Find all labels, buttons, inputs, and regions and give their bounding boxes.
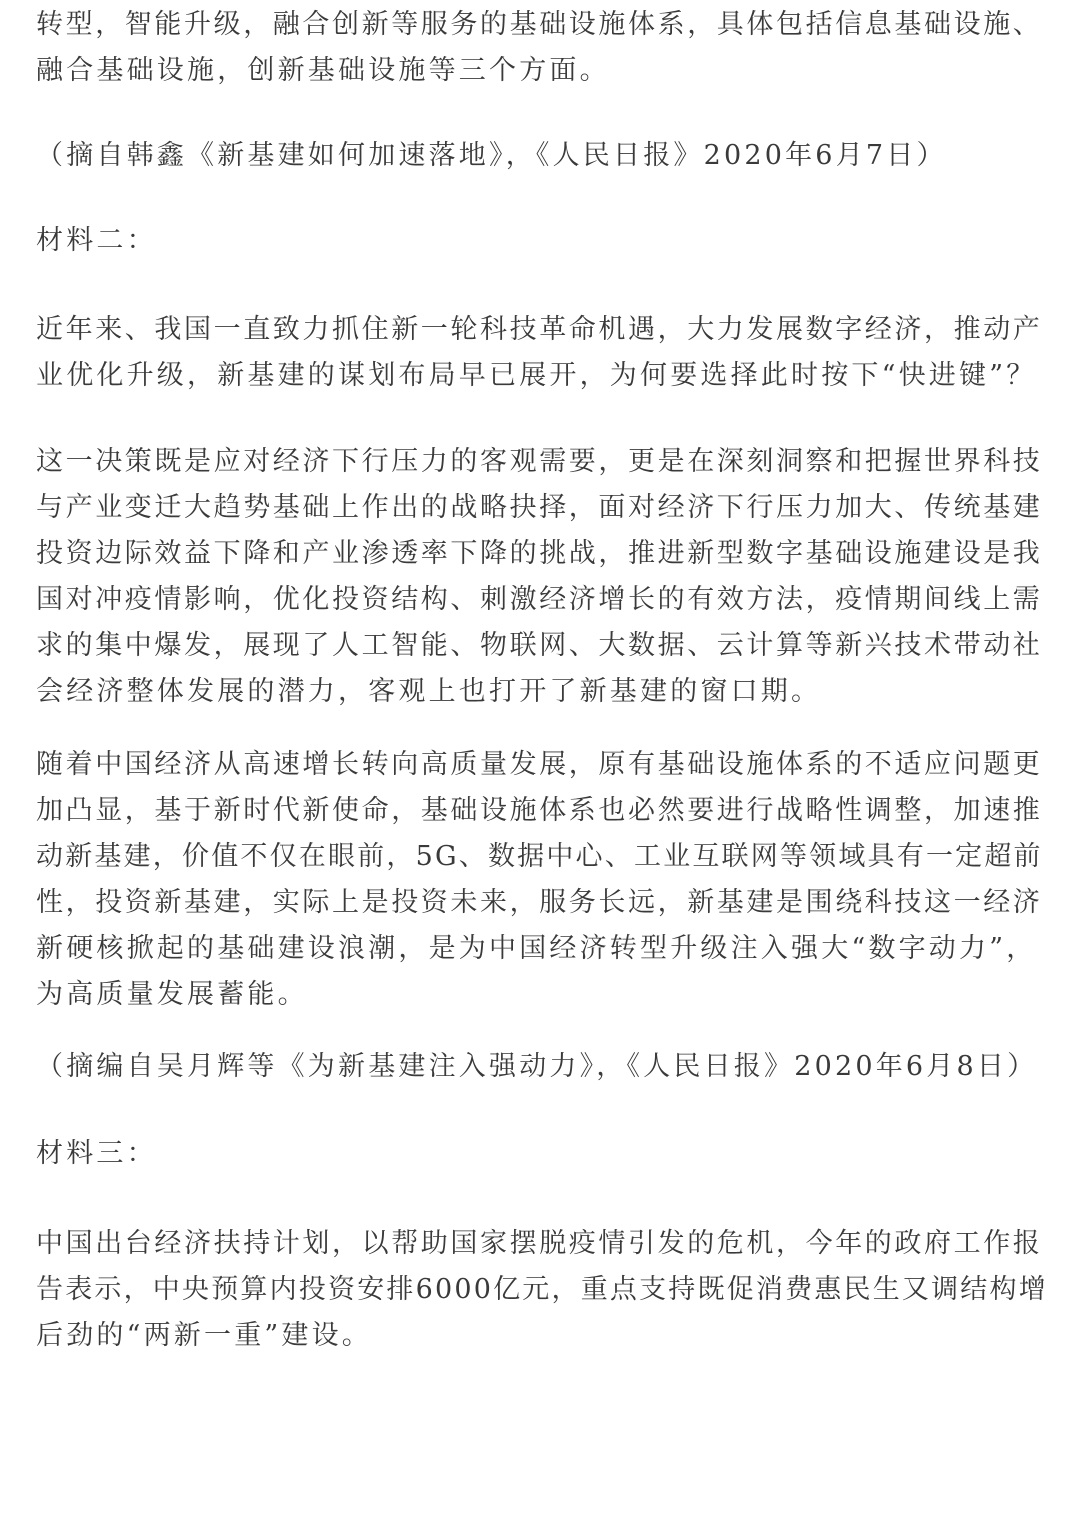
text-line: 为高质量发展蓄能。 (36, 979, 308, 1010)
text-line: 性，投资新基建，实际上是投资未来，服务长远，新基建是围绕科技这一经济 (36, 887, 1043, 918)
citation-han-xin (36, 133, 1048, 179)
text-line: 加凸显，基于新时代新使命，基础设施体系也必然要进行战略性调整，加速推 (36, 795, 1043, 826)
text-line: 随着中国经济从高速增长转向高质量发展，原有基础设施体系的不适应问题更 (36, 749, 1043, 780)
text-line: 新硬核掀起的基础建设浪潮，是为中国经济转型升级注入强大“数字动力”， (36, 933, 1037, 964)
text-line: 告表示，中央预算内投资安排6000亿元，重点支持既促消费惠民生又调结构增 (36, 1274, 1048, 1305)
text-line: 国对冲疫情影响，优化投资结构、刺激经济增长的有效方法，疫情期间线上需 (36, 584, 1043, 615)
text-line: （摘自韩鑫《新基建如何加速落地》，《人民日报》2020年6月7日） (36, 140, 947, 171)
paragraph-fast-forward-question (36, 307, 1048, 399)
text-line: 融合基础设施，创新基础设施等三个方面。 (36, 55, 610, 86)
heading-material-two (36, 218, 1048, 264)
text-line: 会经济整体发展的潜力，客观上也打开了新基建的窗口期。 (36, 676, 822, 707)
citation-wu-yuehui (36, 1044, 1048, 1090)
text-line: （摘编自吴月辉等《为新基建注入强动力》，《人民日报》2020年6月8日） (36, 1051, 1038, 1082)
text-line: 中国出台经济扶持计划，以帮助国家摆脱疫情引发的危机，今年的政府工作报 (36, 1228, 1043, 1259)
paragraph-strategic-decision (36, 439, 1048, 715)
heading-material-three (36, 1131, 1048, 1177)
text-line: 转型，智能升级，融合创新等服务的基础设施体系，具体包括信息基础设施、 (36, 9, 1043, 40)
text-line: 材料三： (36, 1138, 157, 1169)
paragraph-high-quality-development (36, 742, 1048, 1018)
text-line: 材料二： (36, 225, 157, 256)
text-line: 业优化升级，新基建的谋划布局早已展开，为何要选择此时按下“快进键”？ (36, 360, 1037, 391)
text-line: 这一决策既是应对经济下行压力的客观需要，更是在深刻洞察和把握世界科技 (36, 446, 1043, 477)
text-line: 与产业变迁大趋势基础上作出的战略抉择，面对经济下行压力加大、传统基建 (36, 492, 1043, 523)
text-line: 近年来、我国一直致力抓住新一轮科技革命机遇，大力发展数字经济，推动产 (36, 314, 1043, 345)
paragraph-infrastructure-scope (36, 2, 1048, 94)
text-line: 投资边际效益下降和产业渗透率下降的挑战，推进新型数字基础设施建设是我 (36, 538, 1043, 569)
text-line: 动新基建，价值不仅在眼前，5G、数据中心、工业互联网等领域具有一定超前 (36, 841, 1043, 872)
text-line: 求的集中爆发，展现了人工智能、物联网、大数据、云计算等新兴技术带动社 (36, 630, 1043, 661)
text-line: 后劲的“两新一重”建设。 (36, 1320, 373, 1351)
paragraph-economic-support-plan (36, 1221, 1048, 1359)
